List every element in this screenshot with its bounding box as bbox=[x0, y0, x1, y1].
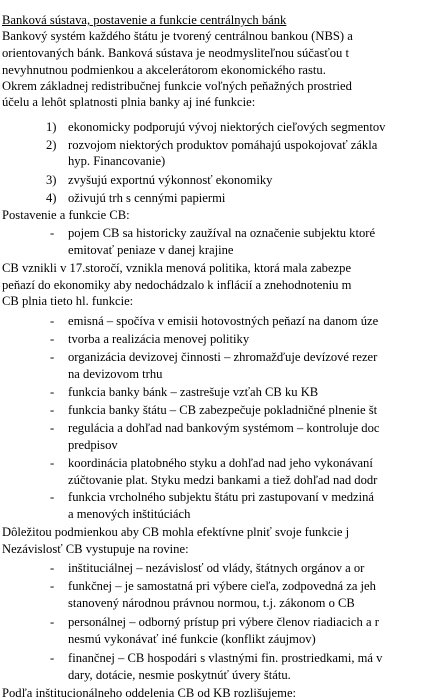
bullet-dash: - bbox=[50, 456, 55, 470]
list-number: 4) bbox=[46, 191, 57, 205]
paragraph-line: CB vznikli v 17.storočí, vznikla menová politika, ktorá mala zabezpe bbox=[2, 261, 352, 275]
list-item: ekonomicky podporujú vývoj niektorých cieľových segmentov bbox=[68, 120, 386, 134]
document-title: Banková sústava, postavenie a funkcie centrálnych bánk bbox=[2, 13, 287, 27]
paragraph-line: CB plnia tieto hl. funkcie: bbox=[2, 294, 134, 308]
list-item-continuation: na devizovom trhu bbox=[68, 367, 163, 381]
bullet-dash: - bbox=[50, 226, 55, 240]
list-item-continuation: zúčtovanie plat. Styku medzi bankami a tiež dohľad nad dodr bbox=[68, 473, 378, 487]
bullet-dash: - bbox=[50, 403, 55, 417]
list-item: funkcia banky štátu – CB zabezpečuje pokladničné plnenie št bbox=[68, 403, 378, 417]
list-item: funkčnej – je samostatná pri výbere cieľa, zodpovedná za jeh bbox=[68, 579, 376, 593]
list-item: organizácia devizovej činnosti – zhromažďuje devízové rezer bbox=[68, 350, 378, 364]
paragraph-line: Nezávislosť CB vystupuje na rovine: bbox=[2, 542, 189, 556]
paragraph-line: peňazí do ekonomiky aby nedochádzalo k inflácií a znehodnoteniu m bbox=[2, 278, 352, 292]
list-item-continuation: stanovený národnou právnou normou, t.j. zákonom o CB bbox=[68, 596, 355, 610]
paragraph-line: Bankový systém každého štátu je tvorený centrálnou bankou (NBS) a bbox=[2, 29, 353, 43]
list-item: oživujú trh s cennými papiermi bbox=[68, 191, 226, 205]
paragraph-line: Podľa inštitucionálneho oddelenia CB od KB rozlišujeme: bbox=[2, 686, 297, 700]
list-item-continuation: dary, dotácie, nesmie poskytnúť úvery štátu. bbox=[68, 668, 291, 682]
list-item-continuation: hyp. Financovanie) bbox=[68, 154, 166, 168]
list-item: funkcia banky bánk – zastrešuje vzťah CB ku KB bbox=[68, 385, 319, 399]
list-number: 2) bbox=[46, 138, 57, 152]
paragraph-line: nevyhnutnou podmienkou a akcelerátorom ekonomického rastu. bbox=[2, 63, 326, 77]
list-item: regulácia a dohľad nad bankovým systémom – kontroluje doc bbox=[68, 421, 380, 435]
list-item: inštituciálnej – nezávislosť od vlády, štátnych orgánov a or bbox=[68, 561, 365, 575]
bullet-dash: - bbox=[50, 421, 55, 435]
bullet-dash: - bbox=[50, 615, 55, 629]
paragraph-line: orientovaných bánk. Banková sústava je neodmysliteľnou súčasťou t bbox=[2, 46, 349, 60]
paragraph-line: účelu a lehôt splatnosti plnia banky aj iné funkcie: bbox=[2, 95, 256, 109]
list-item: emisná – spočíva v emisii hotovostných peňazí na danom úze bbox=[68, 314, 379, 328]
bullet-dash: - bbox=[50, 385, 55, 399]
list-number: 1) bbox=[46, 120, 57, 134]
list-item: zvyšujú exportnú výkonnosť ekonomiky bbox=[68, 173, 273, 187]
list-item: personálnej – odborný prístup pri výbere členov riadiacich a r bbox=[68, 615, 379, 629]
list-item: koordinácia platobného styku a dohľad nad jeho vykonávaní bbox=[68, 456, 373, 470]
list-item-continuation: a menových inštitúciách bbox=[68, 507, 191, 521]
list-item: tvorba a realizácia menovej politiky bbox=[68, 332, 250, 346]
bullet-dash: - bbox=[50, 314, 55, 328]
list-item: pojem CB sa historicky zaužíval na označenie subjektu ktoré bbox=[68, 226, 376, 240]
list-item-continuation: emitovať peniaze v danej krajine bbox=[68, 243, 234, 257]
list-item-continuation: nesmú vykonávať iné funkcie (konflikt záujmov) bbox=[68, 632, 316, 646]
section-heading: Postavenie a funkcie CB: bbox=[2, 208, 130, 222]
bullet-dash: - bbox=[50, 490, 55, 504]
paragraph-line: Dôležitou podmienkou aby CB mohla efektívne plniť svoje funkcie j bbox=[2, 525, 350, 539]
bullet-dash: - bbox=[50, 332, 55, 346]
bullet-dash: - bbox=[50, 561, 55, 575]
bullet-dash: - bbox=[50, 579, 55, 593]
list-item: rozvojom niektorých produktov pomáhajú uspokojovať zákla bbox=[68, 138, 378, 152]
bullet-dash: - bbox=[50, 651, 55, 665]
list-number: 3) bbox=[46, 173, 57, 187]
list-item-continuation: predpisov bbox=[68, 438, 118, 452]
list-item: finančnej – CB hospodári s vlastnými fin. prostriedkami, má v bbox=[68, 651, 383, 665]
paragraph-line: Okrem základnej redistribučnej funkcie voľných peňažných prostried bbox=[2, 79, 352, 93]
bullet-dash: - bbox=[50, 350, 55, 364]
list-item: funkcia vrcholného subjektu štátu pri zastupovaní v medziná bbox=[68, 490, 375, 504]
